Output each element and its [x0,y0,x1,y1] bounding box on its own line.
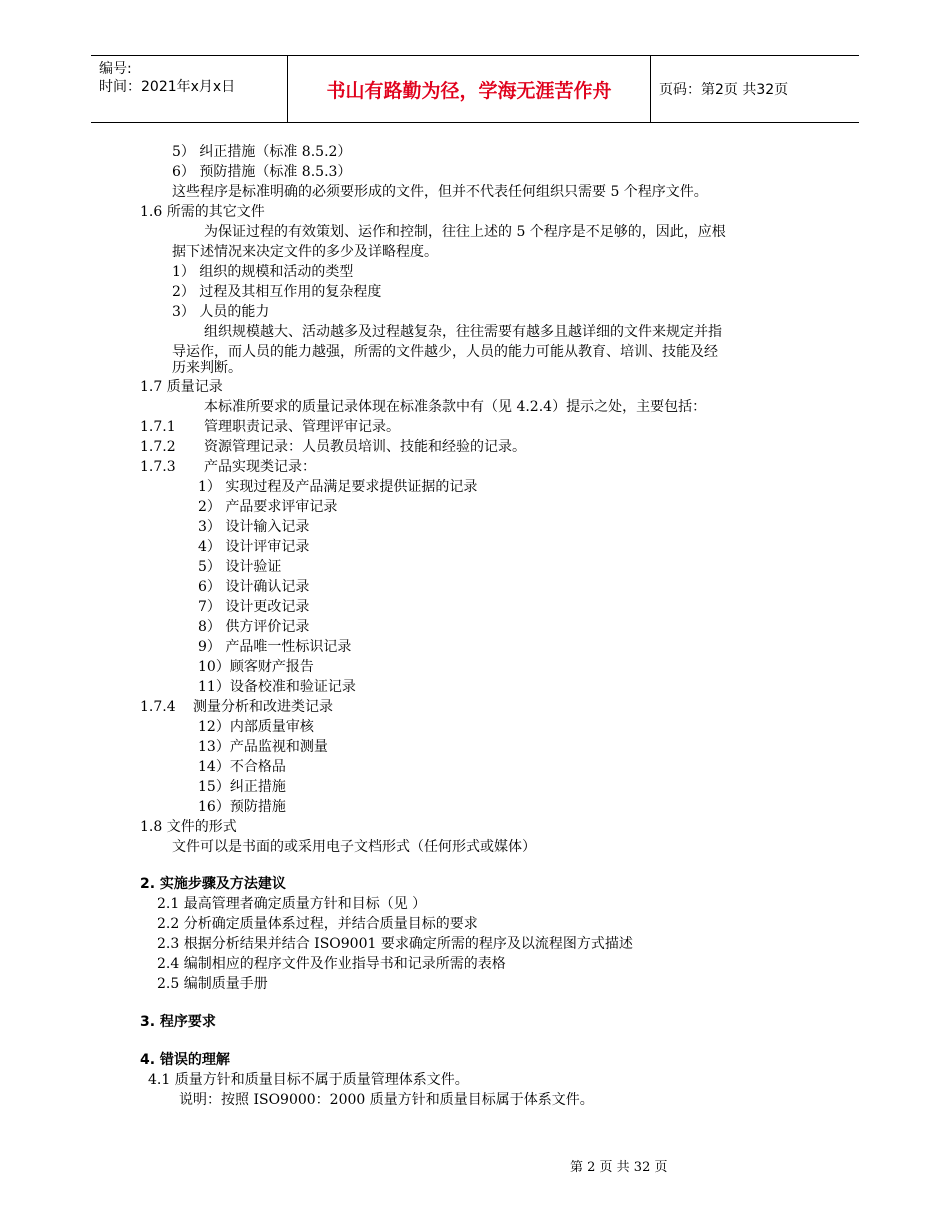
motto: 书山有路勤为径，学海无涯苦作舟 [287,56,651,122]
subsection-number: 1.7.3 [140,459,176,475]
list-item: 5） 设计验证 [198,559,282,575]
step-item: 2.2 分析确定质量体系过程，并结合质量目标的要求 [157,916,478,932]
list-item: 13）产品监视和测量 [198,739,328,755]
page-label: 页码：第2页 共32页 [659,82,789,98]
list-item: 14）不合格品 [198,759,286,775]
list-item: 6） 设计确认记录 [198,579,310,595]
list-item: 2） 过程及其相互作用的复杂程度 [172,284,382,300]
list-item: 2） 产品要求评审记录 [198,499,338,515]
subsection-number: 1.7.4 [140,699,176,715]
paragraph: 组织规模越大、活动越多及过程越复杂，往往需要有越多且越详细的文件来规定并指 [204,324,722,340]
step-item: 2.4 编制相应的程序文件及作业指导书和记录所需的表格 [157,956,506,972]
page-footer: 第 2 页 共 32 页 [570,1160,668,1175]
chapter-heading: 4. 错误的理解 [140,1052,230,1068]
list-item: 3） 设计输入记录 [198,519,310,535]
paragraph: 为保证过程的有效策划、运作和控制，往往上述的 5 个程序是不足够的，因此，应根 [204,224,726,240]
subsection-text: 管理职责记录、管理评审记录。 [204,419,400,435]
subsection-number: 1.7.2 [140,439,176,455]
chapter-heading: 2. 实施步骤及方法建议 [140,876,286,892]
list-item: 4） 设计评审记录 [198,539,310,555]
paragraph: 这些程序是标准明确的必须要形成的文件，但并不代表任何组织只需要 5 个程序文件。 [172,184,708,200]
step-item: 4.1 质量方针和质量目标不属于质量管理体系文件。 [148,1072,469,1088]
list-item: 12）内部质量审核 [198,719,314,735]
list-item: 6） 预防措施（标准 8.5.3） [172,164,352,180]
list-item: 3） 人员的能力 [172,304,270,320]
header-left [99,60,235,96]
list-item: 1） 组织的规模和活动的类型 [172,264,354,280]
chapter-heading: 3. 程序要求 [140,1014,216,1030]
step-item: 2.3 根据分析结果并结合 ISO9001 要求确定所需的程序及以流程图方式描述 [157,936,633,952]
subsection-text: 资源管理记录：人员教员培训、技能和经验的记录。 [204,439,526,455]
paragraph: 据下述情况来决定文件的多少及详略程度。 [172,244,438,260]
list-item: 16）预防措施 [198,799,286,815]
section-heading: 1.7 质量记录 [140,379,223,395]
subsection-number: 1.7.1 [140,419,176,435]
time-label: 时间：2021年x月x日 [99,79,236,95]
step-item: 2.1 最高管理者确定质量方针和目标（见 ） [157,896,427,912]
paragraph: 导运作，而人员的能力越强，所需的文件越少，人员的能力可能从教育、培训、技能及经 [172,344,718,360]
list-item: 10）顾客财产报告 [198,659,314,675]
subsection-text: 测量分析和改进类记录 [193,699,333,715]
section-heading: 1.8 文件的形式 [140,819,237,835]
list-item: 15）纠正措施 [198,779,286,795]
step-item: 2.5 编制质量手册 [157,976,268,992]
list-item: 11）设备校准和验证记录 [198,679,356,695]
number-label: 编号: [99,61,132,77]
list-item: 1） 实现过程及产品满足要求提供证据的记录 [198,479,478,495]
subsection-text: 产品实现类记录： [204,459,316,475]
paragraph: 文件可以是书面的或采用电子文档形式（任何形式或媒体） [172,839,536,855]
list-item: 8） 供方评价记录 [198,619,310,635]
section-heading: 1.6 所需的其它文件 [140,204,265,220]
paragraph: 历来判断。 [172,360,242,376]
list-item: 5） 纠正措施（标准 8.5.2） [172,144,352,160]
note: 说明：按照 ISO9000：2000 质量方针和质量目标属于体系文件。 [179,1092,594,1108]
list-item: 9） 产品唯一性标识记录 [198,639,352,655]
paragraph: 本标准所要求的质量记录体现在标准条款中有（见 4.2.4）提示之处，主要包括： [204,399,707,415]
document-header [91,55,859,123]
list-item: 7） 设计更改记录 [198,599,310,615]
